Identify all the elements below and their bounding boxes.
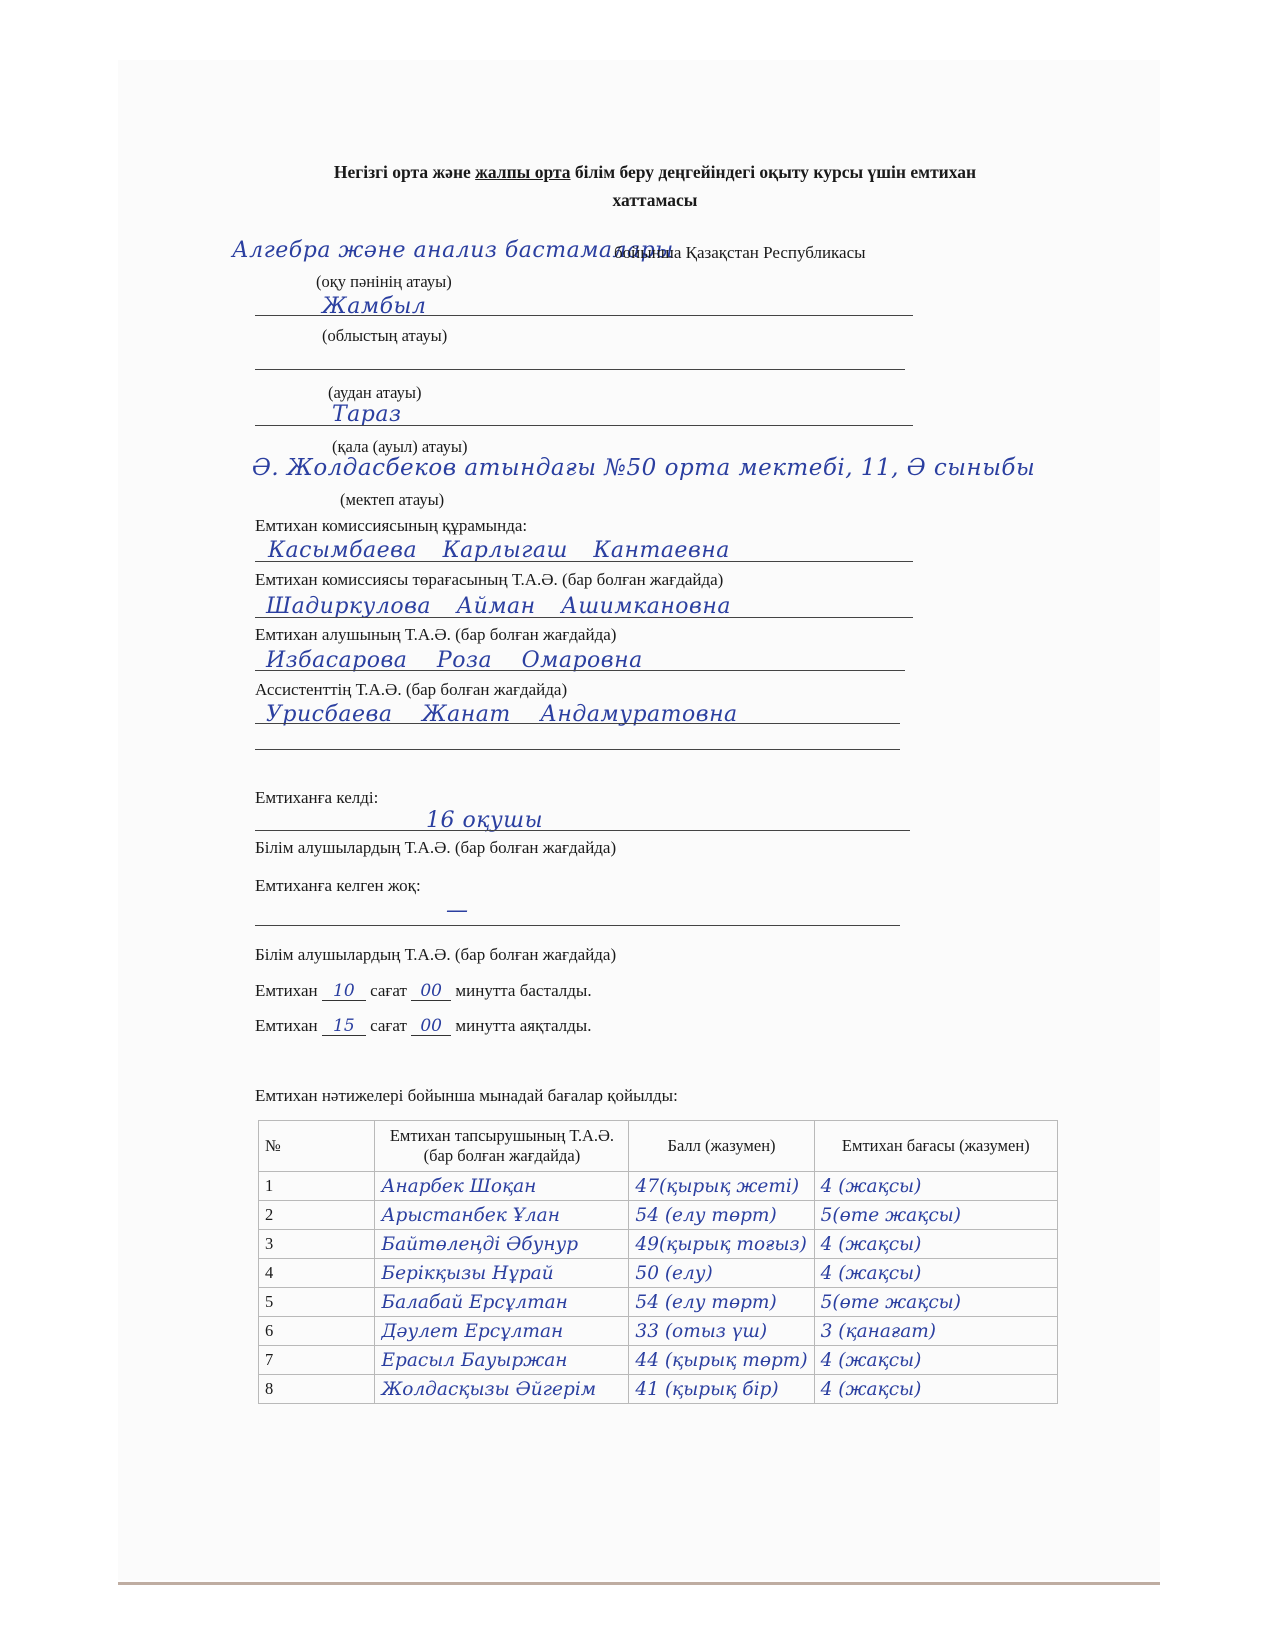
end-prefix: Емтихан (255, 1016, 318, 1035)
end-minute: 00 (411, 1017, 451, 1036)
table-row (259, 1375, 1058, 1404)
row-number: 1 (259, 1172, 375, 1201)
row-number: 3 (259, 1230, 375, 1259)
paper-edge (118, 1582, 1160, 1585)
col-header-grade: Емтихан бағасы (жазумен) (814, 1121, 1057, 1172)
table-row (259, 1288, 1058, 1317)
row-name: Ерасыл Бауыржан (375, 1346, 629, 1375)
attended-rule (255, 830, 910, 831)
school-caption: (мектеп атауы) (340, 490, 445, 509)
start-time-line (255, 981, 592, 1001)
start-hour-word: сағат (370, 981, 407, 1000)
table-row (259, 1230, 1058, 1259)
absent-rule (255, 925, 900, 926)
row-name: Арыстанбек Ұлан (375, 1201, 629, 1230)
col-header-number: № (259, 1121, 375, 1172)
district-caption: (аудан атауы) (328, 383, 422, 402)
row-number: 8 (259, 1375, 375, 1404)
chair-label: Емтихан комиссиясы төрағасының Т.А.Ә. (бар болған жағдайда) (255, 570, 724, 589)
row-score: 44 (қырық төрт) (629, 1346, 814, 1375)
absent-label: Емтиханға келген жоқ: (255, 876, 421, 895)
commission-member: Касымбаева Карлыгаш Кантаевна (268, 538, 730, 563)
row-grade: 4 (жақсы) (814, 1375, 1057, 1404)
row-name: Балабай Ерсұлтан (375, 1288, 629, 1317)
subject-suffix: бойынша Қазақстан Республикасы (614, 243, 866, 262)
col-header-name: Емтихан тапсырушының Т.А.Ә. (бар болған жағдайда) (375, 1121, 629, 1172)
table-row (259, 1259, 1058, 1288)
start-minute: 00 (411, 982, 451, 1001)
assistant-extra-rule (255, 749, 900, 750)
end-time-line (255, 1016, 591, 1036)
row-score: 49(қырық тоғыз) (629, 1230, 814, 1259)
row-score: 54 (елу төрт) (629, 1288, 814, 1317)
chair-rule (255, 617, 913, 618)
title-part-2: білім беру деңгейіндегі оқыту курсы үшін емтихан (570, 162, 977, 182)
col-header-score: Балл (жазумен) (629, 1121, 814, 1172)
row-name: Дәулет Ерсұлтан (375, 1317, 629, 1346)
row-grade: 4 (жақсы) (814, 1259, 1057, 1288)
region-caption: (облыстың атауы) (322, 326, 448, 345)
commission-label: Емтихан комиссиясының құрамында: (255, 516, 528, 535)
title-line-2: хаттамасы (612, 190, 698, 210)
end-hour: 15 (322, 1017, 366, 1036)
row-grade: 5(өте жақсы) (814, 1288, 1057, 1317)
table-row (259, 1172, 1058, 1201)
region-rule (255, 315, 913, 316)
school-handwritten: Ә. Жолдасбеков атындағы №50 орта мектебі, 11, Ә сыныбы (252, 455, 1036, 481)
start-hour: 10 (322, 982, 366, 1001)
absent-caption: Білім алушылардың Т.А.Ә. (бар болған жағдайда) (255, 945, 617, 964)
chair-name: Шадиркулова Айман Ашимкановна (266, 594, 731, 619)
row-grade: 3 (қанағат) (814, 1317, 1057, 1346)
examiner-rule (255, 670, 905, 671)
table-row (259, 1201, 1058, 1230)
results-table (258, 1120, 1058, 1404)
attended-label: Емтиханға келді: (255, 788, 379, 807)
region-handwritten: Жамбыл (322, 294, 427, 319)
examiner-name: Избасарова Роза Омаровна (266, 648, 643, 673)
absent-value: — (446, 898, 469, 923)
row-score: 41 (қырық бір) (629, 1375, 814, 1404)
row-grade: 4 (жақсы) (814, 1346, 1057, 1375)
row-name: Анарбек Шоқан (375, 1172, 629, 1201)
city-handwritten: Тараз (332, 402, 402, 427)
end-hour-word: сағат (370, 1016, 407, 1035)
subject-handwritten: Алгебра және анализ бастамалары (232, 238, 674, 263)
examiner-label: Емтихан алушының Т.А.Ә. (бар болған жағдайда) (255, 625, 617, 644)
city-caption: (қала (ауыл) атауы) (332, 437, 468, 456)
results-header-row (259, 1121, 1058, 1172)
table-row (259, 1317, 1058, 1346)
row-number: 7 (259, 1346, 375, 1375)
row-grade: 5(өте жақсы) (814, 1201, 1057, 1230)
district-rule (255, 369, 905, 370)
row-grade: 4 (жақсы) (814, 1172, 1057, 1201)
city-rule (255, 425, 913, 426)
row-number: 6 (259, 1317, 375, 1346)
document-title (250, 158, 1060, 214)
row-score: 54 (елу төрт) (629, 1201, 814, 1230)
subject-caption: (оқу пәнінің атауы) (316, 272, 452, 291)
assistant-label: Ассистенттің Т.А.Ә. (бар болған жағдайда) (255, 680, 568, 699)
start-suffix: минутта басталды. (455, 981, 592, 1000)
table-row (259, 1346, 1058, 1375)
row-name: Байтөлеңді Әбунур (375, 1230, 629, 1259)
commission-rule (255, 561, 913, 562)
start-prefix: Емтихан (255, 981, 318, 1000)
row-number: 2 (259, 1201, 375, 1230)
attended-value: 16 оқушы (426, 808, 544, 833)
end-suffix: минутта аяқталды. (455, 1016, 592, 1035)
assistant-name: Урисбаева Жанат Андамуратовна (266, 702, 738, 727)
assistant-rule (255, 723, 900, 724)
row-number: 4 (259, 1259, 375, 1288)
row-name: Жолдасқызы Әйгерім (375, 1375, 629, 1404)
attended-caption: Білім алушылардың Т.А.Ә. (бар болған жағдайда) (255, 838, 617, 857)
row-score: 50 (елу) (629, 1259, 814, 1288)
results-heading: Емтихан нәтижелері бойынша мынадай бағалар қойылды: (255, 1086, 678, 1105)
row-number: 5 (259, 1288, 375, 1317)
title-underlined: жалпы орта (475, 162, 571, 182)
row-score: 33 (отыз үш) (629, 1317, 814, 1346)
row-score: 47(қырық жеті) (629, 1172, 814, 1201)
row-name: Берікқызы Нұрай (375, 1259, 629, 1288)
title-part-1: Негізгі орта және (333, 162, 476, 182)
row-grade: 4 (жақсы) (814, 1230, 1057, 1259)
